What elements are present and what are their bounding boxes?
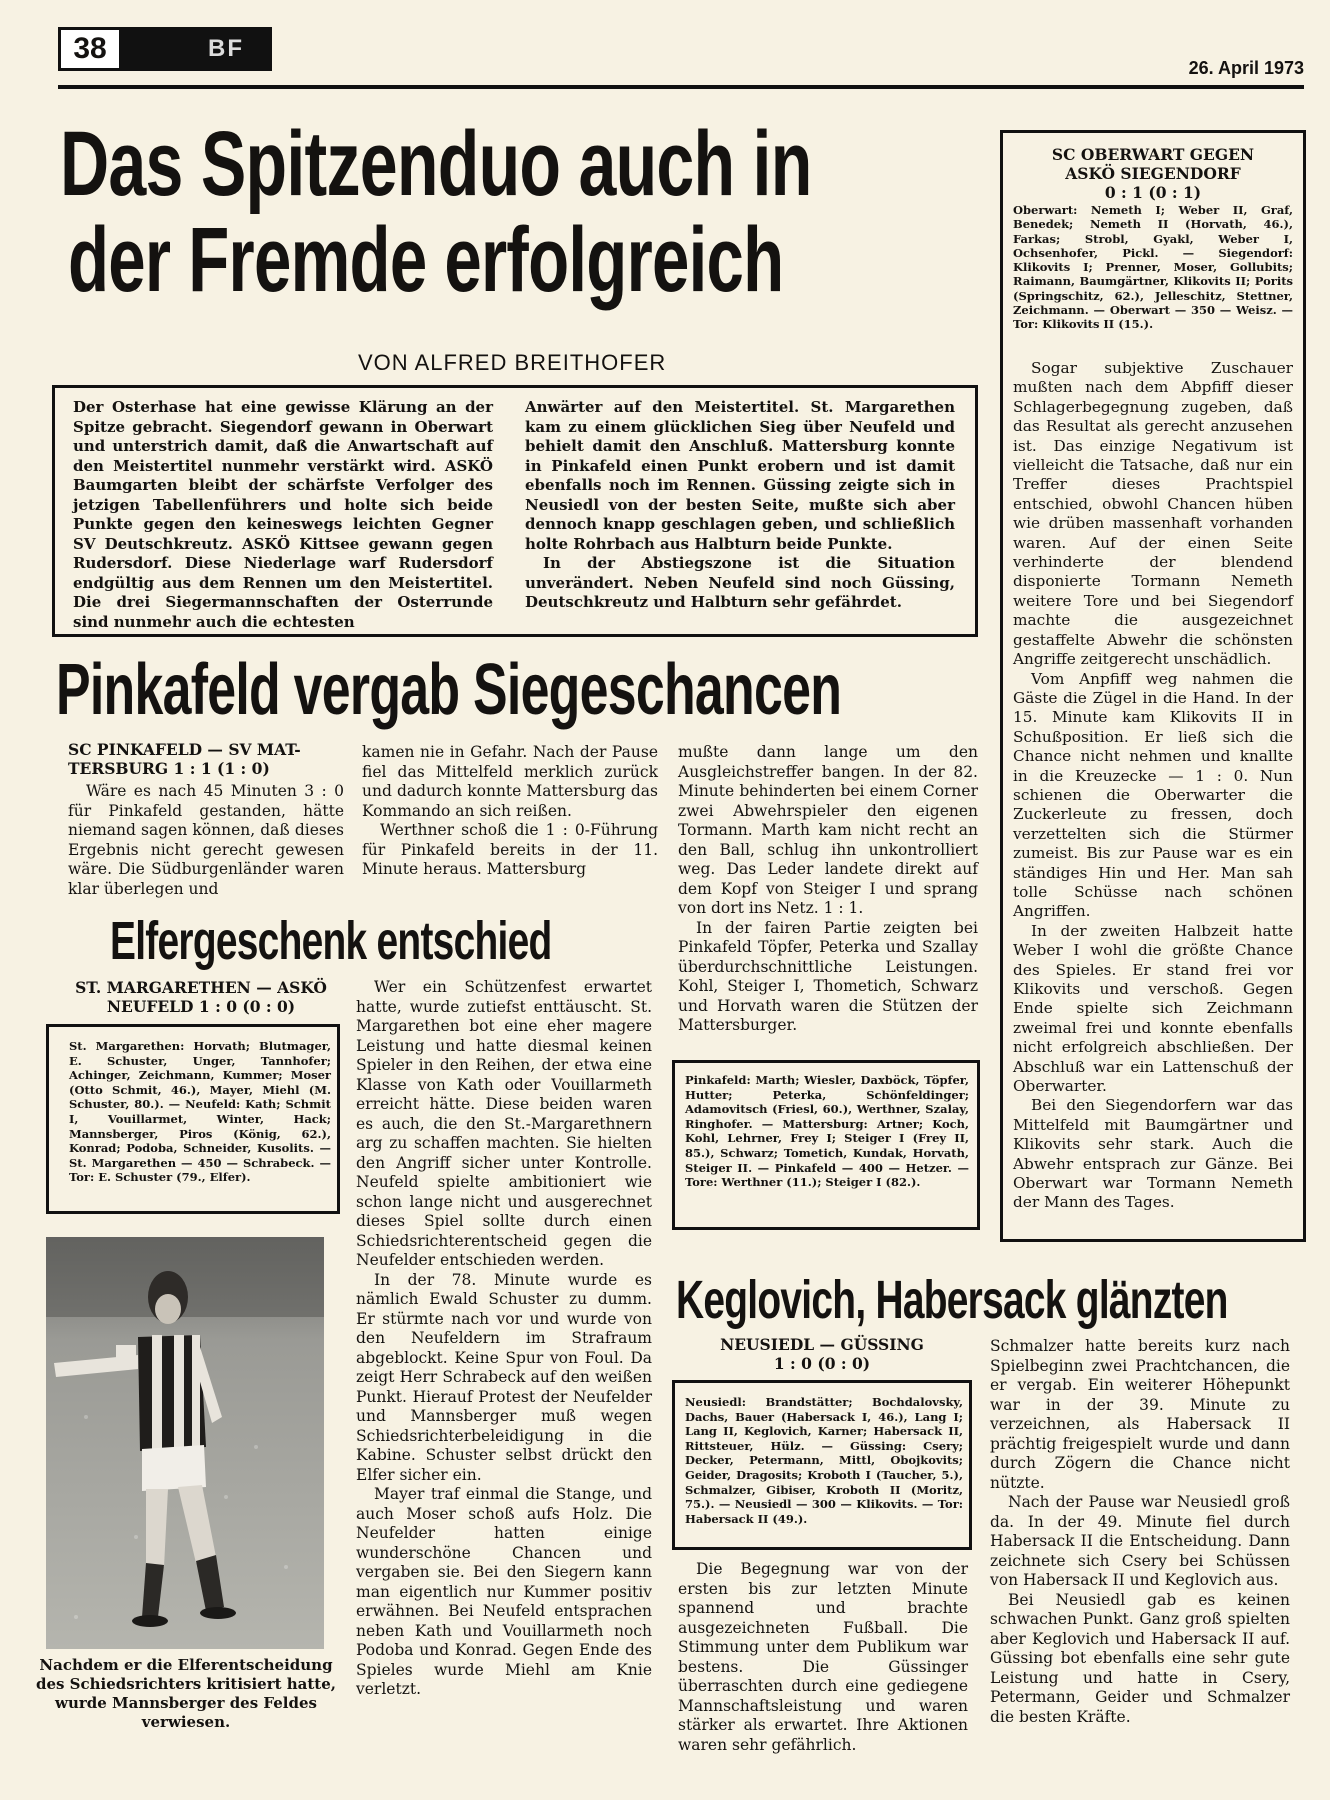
neusiedl-col2-p1: Schmalzer hatte bereits kurz nach Spielbeginn zwei Prachtchancen, die er vergab. Ein weiterer Höhepunkt war in der 39. Minute zu verzeichnen, als Habersack II prächtig freigespielt wurde und dann durch Zögern die Chance nicht nützte. [990,1337,1290,1492]
neusiedl-sub-line2: 1 : 0 (0 : 0) [773,1354,871,1373]
match-photo [46,1237,324,1649]
margarethen-lineup-box [46,1024,340,1214]
margarethen-p1: Wer ein Schützenfest erwartet hatte, wurde zutiefst enttäuscht. St. Margarethen bot eine eher magere Leistung und hatte diesmal keinen Spieler in den Reihen, der etwa eine Klasse von Kath oder Vouillarmeth erreicht hätte. Diese beiden waren es auch, die den St.-Margarethnern arg zu schaffen machten. Sie hielten den Angriff sicher unter Kontrolle. Neufeld spielte ambitioniert wie schon lange nicht und ausgerechnet dieses Spiel sollte durch einen Schiedsrichterentscheid gegen die Neufelder entschieden werden. [356,978,652,1269]
neusiedl-col2-p2: Nach der Pause war Neusiedl groß da. In der 49. Minute fiel durch Habersack II die Entscheidung. Dann zeichnete sich Csery bei Schüssen von Habersack II und Keglovich aus. [990,1493,1290,1589]
margarethen-p3: Mayer traf einmal die Stange, und auch Moser schoß aufs Holz. Die Neufelder hatten einige wunderschöne Chancen und vergaben sie. Bei den Siegern kann man eigentlich nur Kummer positiv erwähnen. Bei Neufeld entsprachen neben Kath und Vouillarmeth noch Podoba und Konrad. Gegen Ende des Spieles wurde Miehl am Knie verletzt. [356,1485,652,1698]
pinkafeld-sub-line1: SC PINKAFELD — SV MAT- [68,740,301,759]
masthead-rule [58,85,1304,89]
oberwart-title-line2: ASKÖ SIEGENDORF [1065,164,1241,183]
pinkafeld-subhead [68,740,338,778]
intro-box [52,385,978,637]
pinkafeld-col1-p1: Wäre es nach 45 Minuten 3 : 0 für Pinkafeld gestanden, hätte niemand sagen können, daß dieses Ergebnis nicht gerecht gewesen wäre. Die Südburgenländer waren klar überlegen und [68,782,344,898]
pinkafeld-lineup-box [672,1060,980,1230]
intro-col2-p1: Anwärter auf den Meistertitel. St. Margarethen kam zu einem glücklichen Sieg über Neufeld und behielt damit den Anschluß. Mattersburg konnte in Pinkafeld einen Punkt erobern und ist damit ebenfalls noch im Rennen. Güssing zeigte sich in Neusiedl von der besten Seite, mußte sich aber dennoch knapp geschlagen geben, und schließlich holte Rohrbach aus Halbturn beide Punkte. [525,398,955,553]
margarethen-headline: Elfergeschenk entschied [110,911,552,971]
pinkafeld-col2 [362,743,658,880]
oberwart-sidebar [1000,130,1306,1242]
pinkafeld-col2-p1: kamen nie in Gefahr. Nach der Pause fiel das Mittelfeld merklich zurück und dadurch konnte Mattersburg das Kommando an sich reißen. [362,743,658,820]
pinkafeld-col1 [68,782,344,899]
margarethen-body [356,978,652,1700]
oberwart-title-line1: SC OBERWART GEGEN [1051,145,1255,164]
intro-col1: Der Osterhase hat eine gewisse Klärung an der Spitze gebracht. Siegendorf gewann in Oberwart und unterstrich damit, daß die Anwartschaft auf den Meistertitel nunmehr verstärkt wird. ASKÖ Baumgarten bleibt der schärfste Verfolger des jetzigen Tabellenführers und holte sich beide Punkte gegen den keineswegs leichten Gegner SV Deutschkreutz. ASKÖ Kittsee gewann gegen Rudersdorf. Diese Niederlage warf Rudersdorf endgültig aus dem Rennen um den Meistertitel. Die drei Siegermannschaften der Osterrunde sind nunmehr auch die echtesten [73,398,493,631]
neusiedl-col2 [990,1337,1290,1727]
oberwart-lineup: Oberwart: Nemeth I; Weber II, Graf, Benedek; Nemeth II (Horvath, 46.), Farkas; Strobl, Gyakl, Weber I, Ochsenhofer, Pickl. — Siegendorf: Klikovits I; Prenner, Moser, Gollubits; Raimann, Baumgärtner, Klikovits II; Porits (Springschitz, 62.), Jelleschitz, Stettner, Zeichmann. — Oberwart — 350 — Weisz. — Tor: Klikovits II (15.). [1013,203,1293,332]
margarethen-sub-line2: NEUFELD 1 : 0 (0 : 0) [106,997,296,1016]
neusiedl-subhead [672,1335,972,1373]
lead-headline-line1: Das Spitzenduo auch in [60,113,812,215]
oberwart-p2: Vom Anpfiff weg nahmen die Gäste die Zügel in die Hand. In der 15. Minute kam Klikovits II in Schußposition. Er ließ sich die Chance nicht nehmen und knallte in die Kreuzecke — 1 : 0. Nun schienen die Oberwarter die Zuckerleute zu fressen, doch verzettelten sich die Stürmer zumeist. Bis zur Pause war es ein ständiges Hin und Her. Man sah tolle Schüsse nach schönen Angriffen. [1013,669,1293,921]
byline: VON ALFRED BREITHOFER [358,350,667,375]
oberwart-title [1003,145,1303,202]
neusiedl-headline: Keglovich, Habersack glänzten [676,1270,1228,1330]
section-label: BF [208,35,244,62]
margarethen-lineup: St. Margarethen: Horvath; Blutmager, E. Schuster, Unger, Tannhofer; Achinger, Zeichmann, Kummer; Moser (Otto Schmit, 46.), Mayer, Miehl (M. Schuster, 80.). — Neufeld: Kath; Schmit I, Vouillarmet, Winter, Hack; Mannsberger, Piros (König, 62.), Konrad; Podoba, Schneider, Kusolits. — St. Margarethen — 450 — Schrabeck. — Tor: E. Schuster (79., Elfer). [69,1039,331,1185]
neusiedl-col1 [678,1560,968,1755]
pinkafeld-sub-line2: TERSBURG 1 : 1 (1 : 0) [68,759,270,778]
intro-col2-p2: In der Abstiegszone ist die Situation unverändert. Neben Neufeld sind noch Güssing, Deutschkreutz und Halbturn sehr gefährdet. [525,554,955,611]
pinkafeld-col3 [678,743,978,1036]
margarethen-p2: In der 78. Minute wurde es nämlich Ewald Schuster zu dumm. Er stürmte nach vor und wurde von den Neufeldern im Strafraum abgeblockt. Keine Spur von Foul. Da zeigt Herr Schrabeck auf den weißen Punkt. Hierauf Protest der Neufelder und Mannsberger muß wegen Schiedsrichterbeleidigung in die Kabine. Schuster selbst drückt den Elfer sicher ein. [356,1270,652,1484]
section-bar [122,27,272,71]
pinkafeld-col3-p2: In der fairen Partie zeigten bei Pinkafeld Töpfer, Peterka und Szallay überdurchschnittliche Leistungen. Kohl, Steiger I, Thometich, Schwarz und Horvath waren die Stützen der Mattersburger. [678,918,978,1034]
player-photo-illustration [46,1237,324,1649]
neusiedl-col1-p1: Die Begegnung war von der ersten bis zur letzten Minute spannend und brachte ausgezeichneten Fußball. Die Stimmung unter dem Publikum war bestens. Die Güssinger überraschten durch eine gediegene Mannschaftsleistung und waren stärker als erwartet. Ihre Aktionen waren sehr gefährlich. [678,1560,968,1754]
neusiedl-col2-p3: Bei Neusiedl gab es keinen schwachen Punkt. Ganz groß spielten aber Keglovich und Habersack II auf. Güssing bot ebenfalls eine sehr gute Leistung und hatte in Csery, Petermann, Geider und Schmalzer die besten Kräfte. [990,1590,1290,1726]
margarethen-subhead [56,978,346,1016]
neusiedl-sub-line1: NEUSIEDL — GÜSSING [720,1335,924,1354]
margarethen-sub-line1: ST. MARGARETHEN — ASKÖ [75,978,327,997]
pinkafeld-headline: Pinkafeld vergab Siegeschancen [56,650,842,730]
pinkafeld-lineup: Pinkafeld: Marth; Wiesler, Daxböck, Töpfer, Hutter; Peterka, Schönfeldinger; Adamovitsch (Friesl, 60.), Werthner, Szalay, Ringhofer. — Mattersburg: Artner; Koch, Kohl, Lehrner, Frey I; Steiger I (Frey II, 85.), Schwarz; Tometich, Kundak, Horvath, Steiger II. — Pinkafeld — 400 — Hetzer. — Tore: Werthner (11.); Steiger I (82.). [685,1073,969,1190]
neusiedl-lineup-box [672,1380,972,1550]
pinkafeld-col3-p1: mußte dann lange um den Ausgleichstreffer bangen. In der 82. Minute behinderten bei einem Corner zwei Abwehrspieler den eigenen Tormann. Marth kam nicht recht an den Ball, schlug ihn unkontrolliert weg. Das Leder landete direkt auf dem Kopf von Steiger I und sprang von dort ins Netz. 1 : 1. [678,743,978,917]
oberwart-body [1013,359,1293,1213]
oberwart-score: 0 : 1 (0 : 1) [1104,183,1202,202]
oberwart-p1: Sogar subjektive Zuschauer mußten nach dem Abpfiff dieser Schlagerbegegnung zugeben, daß das Resultat als gerecht anzusehen ist. Das einzige Negativum ist vielleicht die Tatsache, daß nur ein Treffer dieses Prachtspiel entschied, obwohl Chancen hüben wie drüben massenhaft vorhanden waren. Auf der einen Seite verhinderte der blendend disponierte Tormann Nemeth weitere Tore und bei Siegendorf machte die ausgezeichnet gestaffelte Abwehr die schönsten Angriffe zeitgerecht unschädlich. [1013,359,1293,669]
issue-date: 26. April 1973 [1188,58,1304,78]
photo-caption: Nachdem er die Elferentscheidung des Schiedsrichters kritisiert hatte, wurde Mannsberger des Feldes verwiesen. [35,1656,337,1731]
pinkafeld-col2-p2: Werthner schoß die 1 : 0-Führung für Pinkafeld bereits in der 11. Minute heraus. Mattersburg [362,821,658,878]
intro-col2 [525,398,955,613]
neusiedl-lineup: Neusiedl: Brandstätter; Bochdalovsky, Dachs, Bauer (Habersack I, 46.), Lang I; Lang II, Keglovich, Karner; Habersack II, Rittsteuer, Hülz. — Güssing: Csery; Decker, Petermann, Mittl, Obojkovits; Geider, Dragosits; Kroboth I (Taucher, 5.), Schmalzer, Gibiser, Kroboth II (Moritz, 75.). — Neusiedl — 300 — Klikovits. — Tor: Habersack II (49.). [685,1395,963,1526]
lead-headline-line2: der Fremde erfolgreich [68,209,784,311]
page-number: 38 [58,27,122,71]
oberwart-p4: Bei den Siegendorfern war das Mittelfeld mit Baumgärtner und Klikovits sehr stark. Auch die Abwehr entsprach zur Gänze. Bei Oberwart war Tormann Nemeth der Mann des Tages. [1013,1096,1293,1212]
oberwart-p3: In der zweiten Halbzeit hatte Weber I wohl die größte Chance des Spieles. Er stand frei vor Klikovits und verschoß. Gegen Ende spielte sich Zeichmann zweimal frei und konnte ebenfalls nicht erfolgreich abschließen. Der Abschluß war ein Lattenschuß der Oberwarter. [1013,921,1293,1096]
